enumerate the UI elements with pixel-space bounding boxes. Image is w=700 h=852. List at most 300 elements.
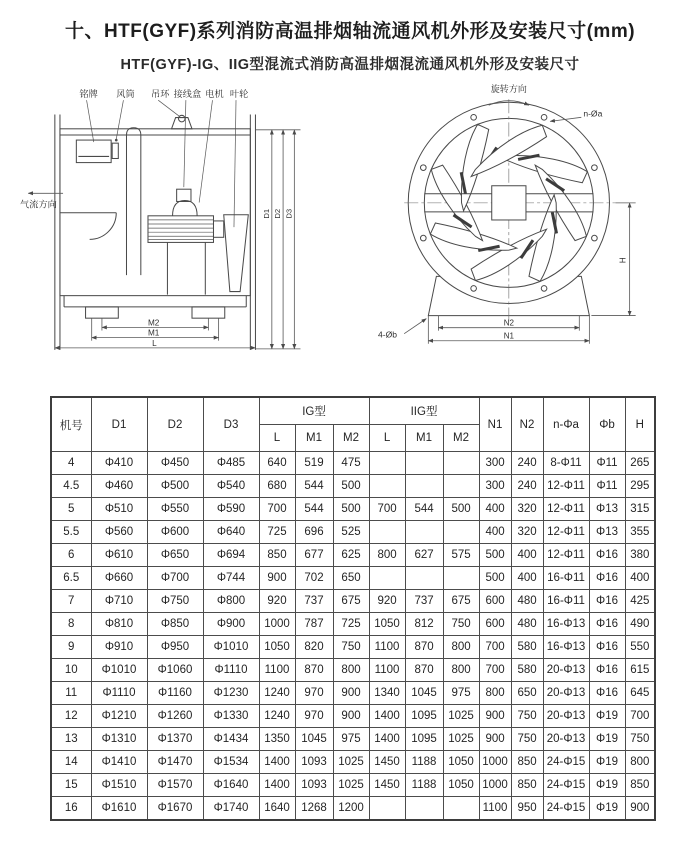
table-cell: 700 <box>625 705 655 728</box>
table-cell: Φ19 <box>589 728 625 751</box>
table-cell: 550 <box>625 636 655 659</box>
table-cell: Φ1534 <box>203 751 259 774</box>
table-cell: 675 <box>333 590 369 613</box>
table-cell: 1188 <box>405 751 443 774</box>
table-row <box>51 659 655 682</box>
col-iig-m1: M1 <box>405 425 443 452</box>
table-row <box>51 475 655 498</box>
col-n1: N1 <box>479 397 511 452</box>
table-cell: Φ510 <box>91 498 147 521</box>
table-cell: 1340 <box>369 682 405 705</box>
table-cell: Φ1160 <box>147 682 203 705</box>
table-cell: 320 <box>511 521 543 544</box>
table-cell: 14 <box>51 751 91 774</box>
table-cell: Φ660 <box>91 567 147 590</box>
table-cell: 544 <box>405 498 443 521</box>
table-row <box>51 521 655 544</box>
table-cell <box>369 452 405 475</box>
table-cell: 500 <box>333 498 369 521</box>
table-cell: 1100 <box>369 659 405 682</box>
table-cell: 16-Φ13 <box>543 613 589 636</box>
table-cell: 500 <box>333 475 369 498</box>
table-cell: 300 <box>479 475 511 498</box>
table-cell: 1025 <box>443 705 479 728</box>
table-cell: Φ850 <box>147 613 203 636</box>
hub-square <box>492 186 526 220</box>
side-view-drawing <box>18 80 366 368</box>
table-cell: Φ590 <box>203 498 259 521</box>
table-row <box>51 751 655 774</box>
table-cell: 1000 <box>259 613 295 636</box>
table-cell: 480 <box>511 613 543 636</box>
table-cell: Φ600 <box>147 521 203 544</box>
page-title: 十、HTF(GYF)系列消防高温排烟轴流通风机外形及安装尺寸(mm) <box>64 21 636 42</box>
table-cell: Φ810 <box>91 613 147 636</box>
front-view-drawing <box>376 80 688 368</box>
table-cell: 975 <box>333 728 369 751</box>
table-cell: Φ1230 <box>203 682 259 705</box>
table-cell: Φ540 <box>203 475 259 498</box>
table-cell: 725 <box>333 613 369 636</box>
table-row <box>51 567 655 590</box>
table-cell: Φ460 <box>91 475 147 498</box>
table-cell: Φ800 <box>203 590 259 613</box>
table-cell: 920 <box>259 590 295 613</box>
table-cell: 970 <box>295 682 333 705</box>
dim-m1: M1 <box>147 328 160 338</box>
side-view-part-labels <box>79 88 248 227</box>
table-cell: 240 <box>511 452 543 475</box>
table-cell: Φ16 <box>589 590 625 613</box>
table-cell: 700 <box>259 498 295 521</box>
dim-m2: M2 <box>147 318 160 328</box>
table-cell: 400 <box>511 544 543 567</box>
table-cell: Φ16 <box>589 659 625 682</box>
table-cell: 870 <box>295 659 333 682</box>
table-cell: 355 <box>625 521 655 544</box>
col-d2: D2 <box>147 397 203 452</box>
table-row <box>51 590 655 613</box>
table-cell: 575 <box>443 544 479 567</box>
table-cell <box>369 521 405 544</box>
col-group-ig: IG型 <box>259 397 369 425</box>
table-cell <box>443 475 479 498</box>
table-cell: Φ1310 <box>91 728 147 751</box>
table-cell: Φ1570 <box>147 774 203 797</box>
table-cell: 920 <box>369 590 405 613</box>
table-cell <box>443 521 479 544</box>
base-dimensions <box>428 316 589 344</box>
table-cell: Φ1260 <box>147 705 203 728</box>
dim-h: H <box>618 257 628 264</box>
table-cell: 680 <box>259 475 295 498</box>
table-cell: 5 <box>51 498 91 521</box>
table-cell: 800 <box>369 544 405 567</box>
rotation-label: 旋转方向 <box>490 84 527 95</box>
foot-bolt-label: 4-Øb <box>378 329 398 340</box>
table-row <box>51 705 655 728</box>
table-row <box>51 797 655 821</box>
table-cell: Φ1434 <box>203 728 259 751</box>
table-cell: 400 <box>479 521 511 544</box>
drawings-area <box>0 74 700 372</box>
table-cell <box>405 521 443 544</box>
table-cell: 400 <box>479 498 511 521</box>
table-cell: Φ1010 <box>203 636 259 659</box>
table-cell <box>443 797 479 821</box>
table-cell: Φ11 <box>589 475 625 498</box>
table-cell: 615 <box>625 659 655 682</box>
airflow-direction <box>20 193 63 209</box>
table-cell: 525 <box>333 521 369 544</box>
table-cell: 800 <box>333 659 369 682</box>
table-cell: 1045 <box>295 728 333 751</box>
col-iig-m2: M2 <box>443 425 479 452</box>
table-cell: 320 <box>511 498 543 521</box>
col-ig-m2: M2 <box>333 425 369 452</box>
table-cell: 1400 <box>259 774 295 797</box>
table-cell: 24-Φ15 <box>543 751 589 774</box>
table-cell: Φ16 <box>589 544 625 567</box>
table-cell: 1025 <box>443 728 479 751</box>
table-cell: 480 <box>511 590 543 613</box>
mounting-base <box>64 296 246 319</box>
table-cell <box>443 567 479 590</box>
col-ig-l: L <box>259 425 295 452</box>
label-impeller: 叶轮 <box>229 89 249 100</box>
table-cell: 900 <box>479 705 511 728</box>
table-cell: 1100 <box>259 659 295 682</box>
table-cell: 975 <box>443 682 479 705</box>
table-cell: 970 <box>295 705 333 728</box>
table-cell: 1045 <box>405 682 443 705</box>
table-cell: 800 <box>625 751 655 774</box>
table-cell: 625 <box>333 544 369 567</box>
table-cell: 1093 <box>295 751 333 774</box>
table-cell: 900 <box>259 567 295 590</box>
col-d3: D3 <box>203 397 259 452</box>
table-cell: 900 <box>479 728 511 751</box>
table-cell: 24-Φ15 <box>543 774 589 797</box>
dim-n2: N2 <box>503 318 515 328</box>
table-cell: 20-Φ13 <box>543 682 589 705</box>
page-subtitle: HTF(GYF)-IG、IIG型混流式消防高温排烟混流通风机外形及安装尺寸 <box>120 57 580 73</box>
table-cell: Φ560 <box>91 521 147 544</box>
col-d1: D1 <box>91 397 147 452</box>
table-cell: 696 <box>295 521 333 544</box>
table-cell: 1240 <box>259 705 295 728</box>
table-cell: 600 <box>479 613 511 636</box>
table-cell: 870 <box>405 636 443 659</box>
table-cell: Φ694 <box>203 544 259 567</box>
table-cell: Φ19 <box>589 774 625 797</box>
table-cell: 20-Φ13 <box>543 705 589 728</box>
table-cell: 12-Φ11 <box>543 544 589 567</box>
table-cell: 1000 <box>479 774 511 797</box>
table-cell: 750 <box>333 636 369 659</box>
table-cell: 425 <box>625 590 655 613</box>
table-cell: 1025 <box>333 751 369 774</box>
table-cell: 4.5 <box>51 475 91 498</box>
table-cell: 812 <box>405 613 443 636</box>
table-cell: Φ450 <box>147 452 203 475</box>
table-cell: 1240 <box>259 682 295 705</box>
table-cell: 800 <box>443 636 479 659</box>
table-cell: 787 <box>295 613 333 636</box>
table-cell: Φ485 <box>203 452 259 475</box>
table-cell: 750 <box>443 613 479 636</box>
table-cell: Φ610 <box>91 544 147 567</box>
table-cell: Φ1610 <box>91 797 147 821</box>
table-cell: 12-Φ11 <box>543 521 589 544</box>
table-cell: Φ1410 <box>91 751 147 774</box>
table-cell: 7 <box>51 590 91 613</box>
diameter-dimensions <box>255 130 300 349</box>
junction-box <box>177 189 191 201</box>
table-cell: 750 <box>511 728 543 751</box>
table-cell: 10 <box>51 659 91 682</box>
table-cell: Φ1060 <box>147 659 203 682</box>
table-cell: 6 <box>51 544 91 567</box>
table-row <box>51 613 655 636</box>
table-cell: 800 <box>479 682 511 705</box>
table-cell <box>405 797 443 821</box>
bolt-label: n-Øa <box>583 108 603 119</box>
table-cell: 12 <box>51 705 91 728</box>
table-cell: 1025 <box>333 774 369 797</box>
table-cell: 950 <box>511 797 543 821</box>
table-cell: 1050 <box>443 751 479 774</box>
nameplate <box>76 140 118 163</box>
table-cell: Φ1110 <box>203 659 259 682</box>
table-cell <box>405 567 443 590</box>
table-row <box>51 774 655 797</box>
table-cell: Φ1110 <box>91 682 147 705</box>
table-cell: 645 <box>625 682 655 705</box>
table-cell: 13 <box>51 728 91 751</box>
table-cell: 1050 <box>259 636 295 659</box>
impeller-cone <box>224 215 249 292</box>
table-cell: 580 <box>511 636 543 659</box>
table-cell: 9 <box>51 636 91 659</box>
table-cell: 725 <box>259 521 295 544</box>
table-cell: 1400 <box>369 728 405 751</box>
table-cell: 4 <box>51 452 91 475</box>
dim-n1: N1 <box>503 331 515 341</box>
table-cell: Φ1330 <box>203 705 259 728</box>
dimension-table-wrap <box>50 396 700 821</box>
label-lifting-ring: 吊环 <box>151 89 170 100</box>
table-row <box>51 544 655 567</box>
table-cell: 870 <box>405 659 443 682</box>
table-cell: 544 <box>295 475 333 498</box>
table-cell: 8-Φ11 <box>543 452 589 475</box>
table-cell: 490 <box>625 613 655 636</box>
table-cell: 850 <box>625 774 655 797</box>
table-cell: 315 <box>625 498 655 521</box>
table-cell: 500 <box>479 544 511 567</box>
table-cell: Φ1210 <box>91 705 147 728</box>
table-cell: Φ13 <box>589 498 625 521</box>
bottom-dimensions <box>55 318 256 348</box>
table-cell: 16-Φ11 <box>543 590 589 613</box>
table-cell: 240 <box>511 475 543 498</box>
col-jihao: 机号 <box>51 397 91 452</box>
table-cell: Φ19 <box>589 705 625 728</box>
table-cell: 702 <box>295 567 333 590</box>
table-cell: 1200 <box>333 797 369 821</box>
table-cell: 400 <box>511 567 543 590</box>
label-motor: 电机 <box>205 89 224 100</box>
table-cell: 1450 <box>369 751 405 774</box>
table-cell: 850 <box>259 544 295 567</box>
col-n2: N2 <box>511 397 543 452</box>
table-cell: 380 <box>625 544 655 567</box>
table-cell: 640 <box>259 452 295 475</box>
dimension-table <box>50 396 656 821</box>
table-cell: 16 <box>51 797 91 821</box>
table-cell: Φ13 <box>589 521 625 544</box>
table-cell: Φ550 <box>147 498 203 521</box>
table-row <box>51 682 655 705</box>
table-cell: 1188 <box>405 774 443 797</box>
table-cell <box>369 797 405 821</box>
foot-bolt-callout <box>378 319 426 340</box>
dim-d3: D3 <box>284 208 294 219</box>
table-cell: 1095 <box>405 728 443 751</box>
lifting-ring <box>172 115 192 129</box>
table-header <box>51 397 655 452</box>
inlet-bell <box>60 213 116 240</box>
table-cell: 700 <box>479 636 511 659</box>
table-cell <box>405 452 443 475</box>
table-cell: Φ1740 <box>203 797 259 821</box>
table-cell: Φ950 <box>147 636 203 659</box>
table-cell: Φ1470 <box>147 751 203 774</box>
motor-support <box>167 242 205 294</box>
table-cell: 627 <box>405 544 443 567</box>
table-cell: Φ1010 <box>91 659 147 682</box>
table-cell: 1095 <box>405 705 443 728</box>
table-cell: 500 <box>443 498 479 521</box>
table-cell: 20-Φ13 <box>543 659 589 682</box>
table-cell: Φ19 <box>589 751 625 774</box>
table-cell: 677 <box>295 544 333 567</box>
table-cell: 650 <box>333 567 369 590</box>
table-cell: 850 <box>511 751 543 774</box>
table-cell: Φ1370 <box>147 728 203 751</box>
table-cell: Φ900 <box>203 613 259 636</box>
table-cell: 12-Φ11 <box>543 498 589 521</box>
table-cell: Φ16 <box>589 682 625 705</box>
table-cell: 820 <box>295 636 333 659</box>
table-cell: 737 <box>405 590 443 613</box>
table-cell: 1350 <box>259 728 295 751</box>
dim-l: L <box>152 338 157 348</box>
table-cell: 900 <box>333 705 369 728</box>
label-nameplate: 铭牌 <box>79 89 98 100</box>
table-cell: 6.5 <box>51 567 91 590</box>
leader-lines <box>87 100 236 227</box>
table-cell: 675 <box>443 590 479 613</box>
table-cell: 580 <box>511 659 543 682</box>
table-cell: Φ16 <box>589 613 625 636</box>
table-cell: 900 <box>625 797 655 821</box>
table-row <box>51 728 655 751</box>
col-na: n-Φa <box>543 397 589 452</box>
table-cell <box>443 452 479 475</box>
table-cell: Φ1510 <box>91 774 147 797</box>
col-group-iig: IIG型 <box>369 397 479 425</box>
table-cell: 1100 <box>369 636 405 659</box>
airflow-label: 气流方向 <box>20 199 57 210</box>
table-cell: 1640 <box>259 797 295 821</box>
table-cell: Φ710 <box>91 590 147 613</box>
table-cell: 16-Φ11 <box>543 567 589 590</box>
table-cell: Φ744 <box>203 567 259 590</box>
table-cell: 8 <box>51 613 91 636</box>
table-cell: 1400 <box>369 705 405 728</box>
label-junction-box: 接线盒 <box>173 89 202 100</box>
table-cell <box>405 475 443 498</box>
table-cell: 1050 <box>443 774 479 797</box>
table-cell: Φ910 <box>91 636 147 659</box>
table-cell <box>369 567 405 590</box>
table-cell: 700 <box>479 659 511 682</box>
table-cell: 1450 <box>369 774 405 797</box>
table-cell: 700 <box>369 498 405 521</box>
table-row <box>51 636 655 659</box>
table-cell: Φ700 <box>147 567 203 590</box>
table-cell: 1000 <box>479 751 511 774</box>
table-cell: 850 <box>511 774 543 797</box>
table-cell: 15 <box>51 774 91 797</box>
table-cell: Φ16 <box>589 567 625 590</box>
table-cell: 750 <box>625 728 655 751</box>
table-cell: 544 <box>295 498 333 521</box>
table-cell: Φ750 <box>147 590 203 613</box>
col-ig-m1: M1 <box>295 425 333 452</box>
table-cell: Φ19 <box>589 797 625 821</box>
table-cell: 5.5 <box>51 521 91 544</box>
table-cell: 900 <box>333 682 369 705</box>
table-cell: 1050 <box>369 613 405 636</box>
table-cell: 600 <box>479 590 511 613</box>
table-cell: Φ1670 <box>147 797 203 821</box>
table-cell: Φ11 <box>589 452 625 475</box>
table-cell: 800 <box>443 659 479 682</box>
table-cell: 500 <box>479 567 511 590</box>
table-cell: 475 <box>333 452 369 475</box>
table-cell: 750 <box>511 705 543 728</box>
col-phib: Φb <box>589 397 625 452</box>
table-cell: Φ650 <box>147 544 203 567</box>
table-cell: 12-Φ11 <box>543 475 589 498</box>
table-cell: Φ500 <box>147 475 203 498</box>
table-cell <box>369 475 405 498</box>
table-cell: Φ1640 <box>203 774 259 797</box>
dim-d1: D1 <box>261 208 271 219</box>
dim-d2: D2 <box>273 208 283 219</box>
table-cell: 519 <box>295 452 333 475</box>
table-cell: 20-Φ13 <box>543 728 589 751</box>
table-cell: Φ640 <box>203 521 259 544</box>
table-cell: 24-Φ15 <box>543 797 589 821</box>
label-duct: 风筒 <box>116 89 135 100</box>
table-cell: Φ410 <box>91 452 147 475</box>
col-h: H <box>625 397 655 452</box>
table-row <box>51 452 655 475</box>
